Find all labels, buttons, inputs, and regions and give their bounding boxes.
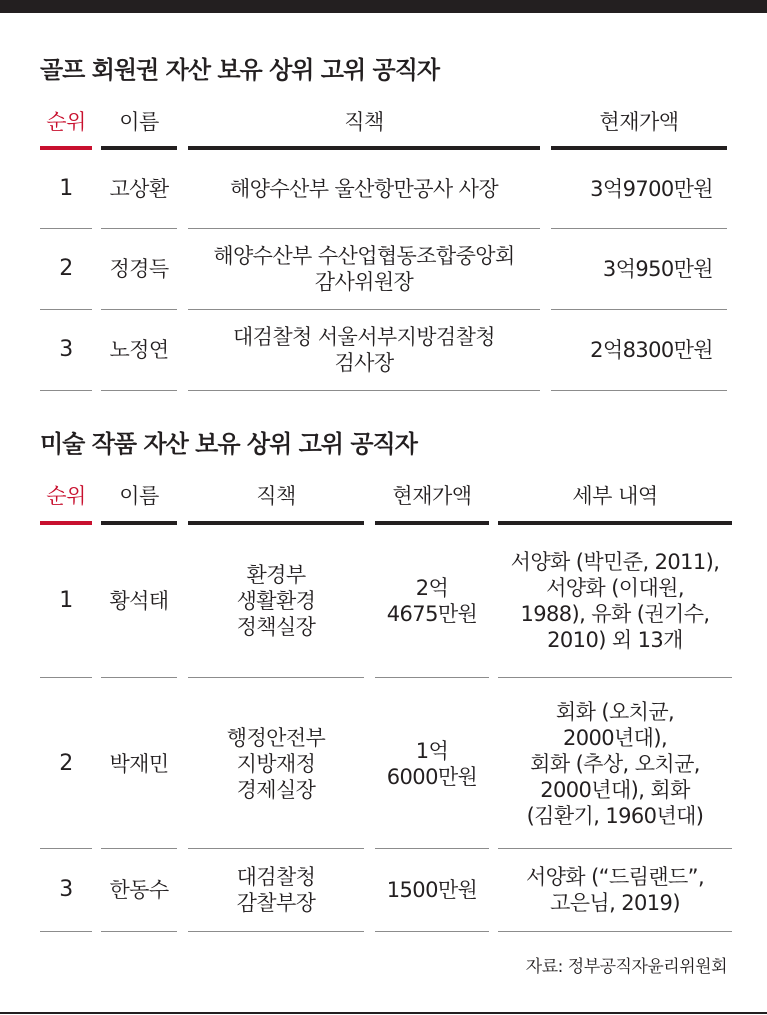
art-header-underline-rank (40, 521, 92, 525)
row-divider (188, 848, 364, 849)
art-row-details: 서양화 (박민준, 2011), 서양화 (이대원, 1988), 유화 (권기수, 2010) 외 13개 (510, 550, 720, 652)
golf-row-name: 노정연 (109, 338, 169, 362)
art-header-details: 세부 내역 (572, 484, 658, 508)
row-divider (375, 848, 489, 849)
art-header-name: 이름 (119, 484, 159, 508)
row-divider (498, 931, 732, 932)
golf-row-name: 정경득 (109, 257, 169, 281)
art-row-details: 서양화 (“드림랜드”, 고은님, 2019) (525, 865, 705, 915)
art-header-underline-position (188, 521, 364, 525)
row-divider (188, 677, 364, 678)
source-note: 자료: 정부공직자윤리위원회 (525, 957, 727, 977)
row-divider (101, 677, 177, 678)
golf-header-value: 현재가액 (599, 110, 679, 134)
art-row-rank: 1 (59, 588, 73, 613)
row-divider (551, 390, 727, 391)
row-divider (40, 931, 92, 932)
row-divider (40, 677, 92, 678)
art-header-underline-details (498, 521, 732, 525)
row-divider (188, 390, 540, 391)
art-row-value: 2억 4675만원 (386, 576, 478, 626)
golf-row-position: 대검찰청 서울서부지방검찰청 검사장 (233, 325, 495, 375)
art-row-value: 1500만원 (386, 878, 478, 902)
row-divider (40, 848, 92, 849)
golf-table-title: 골프 회원권 자산 보유 상위 고위 공직자 (40, 56, 440, 84)
golf-row-position: 해양수산부 울산항만공사 사장 (229, 177, 499, 201)
row-divider (375, 677, 489, 678)
art-row-value: 1억 6000만원 (386, 739, 478, 789)
golf-header-name: 이름 (119, 110, 159, 134)
art-row-position: 대검찰청 감찰부장 (236, 865, 316, 915)
row-divider (101, 931, 177, 932)
top-bar (0, 0, 767, 13)
art-header-rank: 순위 (46, 484, 86, 508)
golf-row-rank: 3 (59, 337, 73, 362)
art-row-name: 황석태 (109, 589, 169, 613)
art-header-underline-value (375, 521, 489, 525)
art-row-position: 행정안전부 지방재정 경제실장 (226, 726, 326, 802)
row-divider (101, 390, 177, 391)
row-divider (40, 390, 92, 391)
row-divider (188, 931, 364, 932)
golf-row-value: 2억8300만원 (590, 338, 713, 362)
golf-row-rank: 2 (59, 256, 73, 281)
row-divider (101, 848, 177, 849)
art-header-position: 직책 (256, 484, 296, 508)
art-row-rank: 3 (59, 877, 73, 902)
art-row-position: 환경부 생활환경 정책실장 (236, 563, 316, 639)
bottom-rule (0, 1012, 767, 1014)
golf-row-name: 고상환 (109, 177, 169, 201)
golf-row-rank: 1 (59, 176, 73, 201)
row-divider (375, 931, 489, 932)
golf-header-position: 직책 (344, 110, 384, 134)
golf-header-rank: 순위 (46, 110, 86, 134)
art-header-underline-name (101, 521, 177, 525)
art-row-details: 회화 (오치균, 2000년대), 회화 (추상, 오치균, 2000년대), 회화 (김환기, 1960년대) (526, 700, 704, 828)
art-table-title: 미술 작품 자산 보유 상위 고위 공직자 (40, 430, 417, 458)
golf-row-position: 해양수산부 수산업협동조합중앙회 감사위원장 (213, 244, 515, 294)
art-row-name: 박재민 (109, 752, 169, 776)
art-row-name: 한동수 (109, 878, 169, 902)
art-row-rank: 2 (59, 751, 73, 776)
row-divider (498, 677, 732, 678)
row-divider (498, 848, 732, 849)
art-header-value: 현재가액 (392, 484, 472, 508)
golf-row-value: 3억950만원 (602, 257, 713, 281)
golf-row-value: 3억9700만원 (590, 177, 713, 201)
